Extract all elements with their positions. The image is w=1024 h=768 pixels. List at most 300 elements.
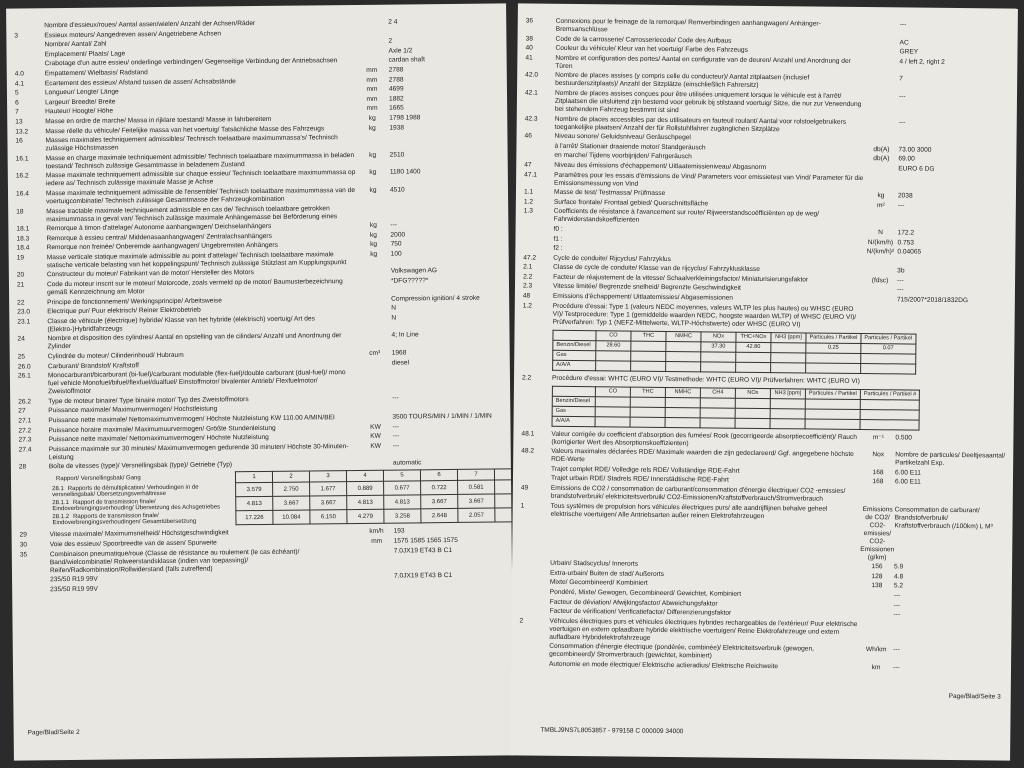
table-header-cell: Particules / Partikel xyxy=(861,333,916,344)
row-number xyxy=(519,660,549,668)
row-number: 13.2 xyxy=(15,127,29,136)
row-label: Facteur de vérification/ Verificatiefactor/ Differenzierungsfaktor xyxy=(549,607,732,617)
row-label: Masse maximale techniquement admissible de l'ensemble/ Technisch toelaatbare maximummassa van de voertuigcombinatie/ Technisch zulässige Gesamtmasse der Fahrzeugkombination xyxy=(45,186,356,206)
row-unit xyxy=(357,268,391,276)
row-label: Emissions d'échappement/ Uitlaatemissies/ Abgasemissionen xyxy=(552,292,734,302)
row-number: 21 xyxy=(16,281,25,289)
row-value xyxy=(898,175,1008,192)
row-number: 7 xyxy=(15,108,19,116)
row-unit: kg xyxy=(369,231,377,239)
emissions-table-type1 xyxy=(552,329,916,374)
row-value: 2000 xyxy=(390,231,406,239)
row-value: 100 xyxy=(390,250,402,258)
row-unit: kg xyxy=(368,114,376,122)
row-value: automatic xyxy=(392,459,422,467)
right-rows xyxy=(519,17,1010,675)
table-cell xyxy=(665,407,700,417)
row-value: 3500 TOURS/MIN / 1/MIN / 1/MIN xyxy=(392,412,492,421)
row-unit xyxy=(861,488,895,504)
row-label: Véhicules électriques purs et véhicules électriques hybrides rechargeables de l'extérieur/ Puur elektrische voertuigen en extern oplaadbare hybride elektrische voertuigen/ Reine Elektrofahrzeuge und extern aufladbare Hybridelektrofahrzeuge xyxy=(549,617,858,642)
row-number: 49 xyxy=(520,484,529,492)
row-number: 1.2 xyxy=(523,198,534,206)
row-value xyxy=(893,621,1003,646)
table-cell: 28.60 xyxy=(596,340,631,350)
row-label: Remorque à timon d'attelage/ Autonome aanhangwagen/ Deichselanhängers xyxy=(46,222,272,233)
row-unit xyxy=(356,204,390,220)
row-number: 27.4 xyxy=(18,446,32,454)
row-number: 1.2 xyxy=(522,302,532,310)
row-unit xyxy=(865,75,899,91)
row-unit xyxy=(863,287,897,295)
row-label: Procédure d'essai: Type 1 (valeurs NEDC moyennes, valeurs WLTP les plus hautes) ou WHSC (EURO VI)/ Testprocedure: Type 1 (gemiddelde waarden NEDC, hoogste waarden WLTP) of WHSC (EURO VI)/ Prüfverfahren: Typ 1 (NEFZ-Mittelwerte, WLTP-Höchstwerte) oder WHSC (EURO VI) xyxy=(552,302,857,329)
row-value: 2 xyxy=(388,37,393,45)
row-label: Classe de cycle de conduite/ Klasse van de rijcyclus/ Fahrzyklusklasse xyxy=(553,264,760,274)
row-unit xyxy=(357,295,391,303)
row-unit xyxy=(863,267,897,275)
row-unit xyxy=(864,211,898,227)
row-value: 7.0JX19 ET43 B C1 xyxy=(394,572,453,580)
row-value: --- xyxy=(392,432,400,440)
row-number: 48.1 xyxy=(521,430,535,438)
table-cell: 42.80 xyxy=(736,342,771,352)
row-label: Voie des essieux/ Spoorbreedte van de assen/ Spurweite xyxy=(49,539,217,549)
row-value: --- xyxy=(898,118,906,127)
row-value: 2 4 xyxy=(388,18,398,26)
row-value xyxy=(392,368,502,393)
row-unit: N xyxy=(878,229,883,237)
row-unit: mm xyxy=(366,76,378,84)
row-label: Facteur de réajustement de la vitesse/ Schaalverkleiningsfactor/ Miniaturisierungsfaktor xyxy=(553,273,809,284)
row-unit xyxy=(865,48,899,56)
row-number: 27.2 xyxy=(18,426,32,435)
table-header-cell: Particules / Partikel # xyxy=(860,389,920,400)
row-value xyxy=(898,212,1008,229)
table-header-cell xyxy=(553,330,596,340)
row-label: Coefficients de résistance à l'avancement sur route/ Rijweerstandscoëfficiënten op de weg/ Fahrwiderstandskoeffizienten xyxy=(553,208,820,224)
row-value: 5.9 xyxy=(894,563,904,571)
table-cell xyxy=(701,351,736,361)
form-row xyxy=(523,302,1007,331)
table-cell xyxy=(596,350,631,360)
row-value: 7.0JX19 ET43 B C1 xyxy=(393,546,453,555)
form-row xyxy=(20,546,504,575)
form-row xyxy=(519,617,1003,646)
row-label: Puissance nette maximale/ Nettomaximumvermogen/ Höchste Nutzleistung xyxy=(48,434,269,444)
row-value: 6.00 E11 xyxy=(894,478,921,487)
row-unit xyxy=(357,278,391,294)
row-label: Couleur du véhicule/ Kleur van het voertuig/ Farbe des Fahrzeugs xyxy=(555,44,748,55)
row-unit xyxy=(860,611,894,619)
row-value: Compression ignition/ 4 stroke xyxy=(391,294,480,303)
row-label: Nombre d'essieux/roues/ Aantal assen/wielen/ Anzahl der Achsen/Räder xyxy=(44,20,256,30)
row-label: Niveau des émissions d'échappement/ Uitlaatemissieniveau/ Abgasnorm xyxy=(554,161,767,171)
table-cell: 2 xyxy=(272,471,309,482)
row-number: 28.1.2 xyxy=(52,513,70,521)
table-cell xyxy=(735,408,770,418)
row-label: Cycle de conduite/ Rijcyclus/ Fahrzyklus xyxy=(553,254,671,263)
row-label: Monocarburant/bicarburant (bi-fuel)/carburant modulable (flex-fuel)/double carburant (dual-fuel)/ mono fuel vehicle Monofuel/bifuel/flexfuel/dualfuel/ Einstoffmotor/ bivalenter Antrieb/ Flexfuelmotor/ Zweistoffmotor xyxy=(47,369,346,396)
table-cell: 0.722 xyxy=(421,481,458,495)
table-cell: Gas xyxy=(553,350,596,360)
row-number: 42.0 xyxy=(525,71,539,79)
row-unit xyxy=(360,573,394,581)
row-label: Largeur/ Breedte/ Breite xyxy=(45,98,116,106)
table-cell: 0.889 xyxy=(347,482,384,496)
table-cell xyxy=(806,363,861,374)
row-unit xyxy=(864,165,898,173)
row-label: Combinaison pneumatique/roue (Classe de résistance au roulement (le cas échéant)/ Band/wielcombinatie/ Rolweerstandsklasse (indien van toepassing)/ Reifen/Radkombination/Rollwiderstand (falls zutreffend) xyxy=(49,548,300,574)
row-value: 73.00 3000 xyxy=(898,146,932,154)
table-cell: 17.226 xyxy=(236,511,273,525)
row-value: 0.04065 xyxy=(897,248,922,256)
row-value xyxy=(390,203,500,220)
gear-ratio-table xyxy=(49,468,514,527)
row-value: --- xyxy=(897,202,905,210)
row-unit xyxy=(865,93,899,117)
row-unit xyxy=(355,57,389,65)
row-number xyxy=(524,225,554,233)
table-cell: 3 xyxy=(309,471,346,482)
row-label: Vitesse limitée/ Begrenzde snelheid/ Begrenzte Geschwindigkeit xyxy=(552,283,741,293)
row-number xyxy=(523,235,553,243)
row-unit: kg xyxy=(370,241,378,249)
row-value: 1575 1585 1565 1575 xyxy=(393,536,458,545)
row-number xyxy=(519,643,549,659)
row-label: Emissions de CO2 / consommation de carburant/consommation d'énergie électrique/ CO2 -emissies/ brandstofverbruik/ elektriciteitsverbruik/ CO2-Emissionen/Kraftstoffverbrauch/Stromverbrauch xyxy=(550,484,846,503)
table-cell: 37.30 xyxy=(701,341,736,351)
row-number xyxy=(520,569,550,577)
row-value: 1882 xyxy=(389,95,404,103)
row-value: diesel xyxy=(391,359,410,367)
table-header-cell: THC+NOx xyxy=(736,332,771,342)
table-cell: 2.057 xyxy=(458,508,495,522)
row-unit: m⁻¹ xyxy=(872,433,885,441)
table-cell: 4.813 xyxy=(384,495,421,509)
left-rows xyxy=(14,17,504,595)
table-cell xyxy=(631,341,666,351)
table-cell: A/A/A xyxy=(553,360,596,370)
row-label: Hauteur/ Hoogte/ Höhe xyxy=(45,107,114,116)
row-unit: kg xyxy=(369,221,377,229)
row-unit: kg xyxy=(877,192,885,200)
row-number: 46 xyxy=(524,132,532,140)
table-cell xyxy=(735,398,770,408)
row-label: Urbain/ Stadscyclus/ Innerorts xyxy=(550,559,639,568)
row-value: EURO 6 DG xyxy=(898,165,935,173)
row-unit xyxy=(860,602,894,610)
row-value: N xyxy=(391,304,397,312)
row-value: 69.00 xyxy=(898,155,915,163)
row-number: 16 xyxy=(15,137,23,145)
row-number: 4.1 xyxy=(14,80,25,88)
row-number: 28.1.1 xyxy=(52,499,69,507)
row-unit: Emissions de CO2/ CO2-emissies/ CO2-Emissionen (g/km) xyxy=(860,505,895,561)
row-unit xyxy=(358,414,392,422)
row-value: 1968 xyxy=(391,349,407,357)
row-value xyxy=(897,306,1007,331)
row-label: Nombre de places assises conçues pour être utilisées uniquement lorsque le véhicule est à l'arrêt/ Zitplaatsen die uitsluitend zijn bestemd voor gebruik bij stilstaand voertuig/ Sitze, die nur zur Verwendung bei stehendem Fahrzeug bestimmt ist sind xyxy=(554,89,862,115)
row-value: 750 xyxy=(390,240,402,248)
row-number: 26.1 xyxy=(17,372,31,380)
table-cell xyxy=(736,362,771,372)
row-unit xyxy=(864,175,898,191)
row-value: 172.2 xyxy=(897,229,915,237)
row-number: 18 xyxy=(16,207,24,216)
row-value: Nombre de particules/ Deeltjesaantal/ Partikelzahl Exp. xyxy=(895,451,1006,468)
row-number: 29 xyxy=(19,531,27,539)
row-number: 40 xyxy=(525,44,533,52)
row-value: 1798 1988 xyxy=(389,114,421,122)
table-cell xyxy=(700,397,735,407)
row-value: --- xyxy=(893,592,901,600)
table-cell xyxy=(595,406,630,416)
row-number xyxy=(523,245,553,253)
row-number: 26.0 xyxy=(17,363,31,371)
row-label: Trajet urbain RDE/ Stadrels RDE/ Innerstädtische RDE-Fahrt xyxy=(550,475,729,485)
row-label: f0 : xyxy=(553,225,563,233)
table-cell xyxy=(596,360,631,370)
document-page-left xyxy=(6,3,514,760)
row-label: Pondéré, Mixte/ Gewogen, Gecombineerd/ Gewichtet, Kombiniert xyxy=(549,588,742,598)
row-number: 26.2 xyxy=(18,398,32,406)
row-value: Consommation de carburant/ Brandstofverbruik/ Kraftstoffverbrauch (/100km) L M³ xyxy=(894,506,993,531)
row-label: f1 : xyxy=(553,235,563,243)
row-number: 2.3 xyxy=(522,282,533,291)
row-label: f2 : xyxy=(553,244,563,252)
row-number xyxy=(15,61,45,69)
row-value: cardan shaft xyxy=(388,56,425,65)
row-label: Niveau sonore/ Geluidsniveau/ Geräuschpegel xyxy=(554,132,691,142)
table-cell xyxy=(666,341,701,351)
row-number: 2 xyxy=(519,617,524,625)
table-header-cell: NMHC xyxy=(665,387,700,397)
row-label: Connexions pour le freinage de la remorque/ Remverbindingen aanhangwagen/ Anhänger-Bremsanschlüsse xyxy=(555,17,821,34)
row-unit: mm xyxy=(366,95,378,103)
table-header-cell: NMHC xyxy=(666,331,701,341)
row-label: Masse de test/ Testmassa/ Prüfmasse xyxy=(553,188,666,198)
row-unit xyxy=(357,314,391,330)
row-number: 2.2 xyxy=(523,273,533,281)
row-label: Rapport/ Versnellingsbak/ Gang xyxy=(55,475,141,483)
row-number: 18.1 xyxy=(16,225,30,233)
row-label: Remorque non freinée/ Onberemde aanhangwagen/ Ungebremsten Anhängers xyxy=(46,242,278,252)
row-label: Puissance horaire maximale/ Maximumuurvermogen/ Größte Stundenleistung xyxy=(48,424,276,434)
row-unit: mm xyxy=(366,66,378,74)
form-row xyxy=(18,368,502,397)
row-number: 1.1 xyxy=(523,188,534,196)
row-unit: kg xyxy=(369,151,377,159)
table-cell: 0.07 xyxy=(861,343,916,354)
row-number: 16.1 xyxy=(15,155,29,163)
row-label: Masse tractable maximale techniquement admissible en cas de/ Technisch toelaatbare getrokken maximummassa in geval van/ Technisch zulässige maximale Anhängemasse bei Beförderung eines xyxy=(46,204,338,223)
row-unit: db(A) xyxy=(873,145,890,154)
table-header-cell: NH3 [ppm] xyxy=(770,388,805,398)
table-cell: 3.667 xyxy=(273,496,310,510)
table-cell xyxy=(495,494,514,508)
row-unit: mm xyxy=(366,85,378,94)
row-value: 1938 xyxy=(389,124,405,132)
row-label: Extra-urbain/ Buiten de stad/ Außerorts xyxy=(549,569,665,578)
row-unit: kg xyxy=(369,169,377,177)
table-header-cell: NH3 [ppm] xyxy=(771,332,806,342)
table-cell xyxy=(805,409,860,420)
row-number: 16.2 xyxy=(15,172,29,180)
page-footer-right: Page/Blad/Seite 3 xyxy=(948,692,1001,701)
row-label: Procédure d'essai: WHTC (EURO VI)/ Testmethode: WHTC (EURO VI)/ Prüfverfahren: WHTC (EURO VI) xyxy=(551,374,860,385)
row-label: Tous systèmes de propulsion hors véhicules électriques purs/ alle aandrijflijnen behalve geheel elektrische voertuigen/ Alle Antriebsarten außer reinen Elektrofahrzeugen xyxy=(550,502,828,520)
row-unit: km/h xyxy=(369,528,384,536)
row-unit xyxy=(859,621,893,645)
row-value: *DFG?????* xyxy=(390,277,429,285)
row-unit xyxy=(864,136,898,144)
row-label: Emplacement/ Plaats/ Lage xyxy=(44,50,126,59)
row-number xyxy=(520,608,550,616)
row-value: 6.00 E11 xyxy=(895,469,922,477)
row-label: Valeurs maximales déclarées RDE/ Maximale waarden die zijn gedeclareerd/ Ggf. angegebene höchste RDE-Werte xyxy=(551,448,854,464)
row-unit: db(A) xyxy=(873,155,890,163)
row-value: Axle 1/2 xyxy=(388,47,413,55)
row-unit xyxy=(359,460,393,468)
table-cell: 0.677 xyxy=(384,481,421,495)
row-number: 4.0 xyxy=(14,70,24,78)
table-cell xyxy=(495,480,514,494)
row-value: 4699 xyxy=(388,85,404,93)
row-label: Electrique pur/ Puur elektrisch/ Reiner Elektrobetrieb xyxy=(47,306,201,316)
row-number xyxy=(520,588,550,596)
table-cell: 4 xyxy=(346,471,383,482)
row-number xyxy=(524,142,554,150)
row-unit: kg xyxy=(370,250,378,258)
row-label: Ecartement des essieux/ Afstand tussen de assen/ Achsabstände xyxy=(44,77,236,87)
table-header-cell: NOx xyxy=(735,388,770,398)
row-unit: 138 xyxy=(871,582,883,590)
row-value: --- xyxy=(893,646,900,654)
row-number: 20 xyxy=(16,271,25,280)
row-number: 47.2 xyxy=(523,254,537,262)
row-value: --- xyxy=(392,394,399,402)
row-value xyxy=(388,27,498,36)
table-cell: Benzin/Diesel xyxy=(552,396,595,406)
row-label: Classe de véhicule (électrique) hybride/ Klasse van het hybride (elektrisch) voertuig/ Art des (Elektro-)Hybridfahrzeugs xyxy=(47,315,315,334)
row-label: Nombre et disposition des cylindres/ Aantal en opstelling van de cilinders/ Anzahl und Anordnung der Zylinder xyxy=(47,332,342,351)
row-label: Nombre de places accessibles par des utilisateurs en fauteuil roulant/ Aantal voor rolstoelgebruikers toegankelijke plaatsen/ Anzahl der für Rollstuhlfahrer zugänglichen Sitzplätze xyxy=(554,115,847,133)
row-number: 41 xyxy=(525,54,533,62)
row-number: 1 xyxy=(520,502,525,510)
table-cell: 10.084 xyxy=(273,510,310,524)
row-unit: kg xyxy=(369,186,377,194)
row-label: Constructeur du moteur/ Fabrikant van de motor/ Hersteller des Motors xyxy=(46,269,254,279)
row-number: 28 xyxy=(18,463,27,471)
row-label: Masses maximales techniquement admissibles/ Technisch toelaatbare maximummassa's/ Technisch zulässige Höchstmassen xyxy=(45,134,338,153)
row-label: Masse maximale techniquement admissible sur chaque essieu/ Technisch toelaatbare maximummassa op iedere as/ Technisch zulässige maximale Masse je Achse xyxy=(45,169,356,188)
row-label: 235/50 R19 99V xyxy=(50,585,98,593)
row-value: --- xyxy=(392,423,400,431)
form-row xyxy=(520,502,1005,563)
row-label: Autonomie en mode électrique/ Elektrische actieradius/ Elektrische Reichweite xyxy=(548,660,779,671)
row-value: 0.500 xyxy=(895,434,912,442)
row-unit xyxy=(865,58,899,74)
row-unit xyxy=(863,258,897,266)
table-cell xyxy=(595,416,630,426)
row-unit xyxy=(355,47,389,55)
row-value: --- xyxy=(390,221,397,229)
table-cell xyxy=(665,397,700,407)
row-unit xyxy=(863,296,897,304)
row-number: 25 xyxy=(17,353,26,361)
row-value: 5.2 xyxy=(893,582,904,590)
row-unit xyxy=(354,28,388,36)
row-number xyxy=(521,475,551,483)
row-label: Rapport de transmission finale/ Eindoverbrengingsverhouding/ Übersetzung des Achsgetriebes xyxy=(52,498,221,513)
vin-line: TMBLJ9NS7L8053857 - 979158 C 000009 34000 xyxy=(540,726,684,736)
row-number: 36 xyxy=(525,17,534,25)
row-number: 28.1 xyxy=(52,485,64,493)
table-cell xyxy=(631,361,666,371)
row-value: 7 xyxy=(899,75,903,83)
row-number: 19 xyxy=(16,254,25,262)
table-cell xyxy=(630,397,665,407)
row-unit: Nox xyxy=(872,451,885,459)
table-cell xyxy=(736,352,771,362)
row-number: 47 xyxy=(524,161,532,169)
row-label: à l'arrêt/ Stationair draaiende motor/ Standgeräusch xyxy=(554,142,706,152)
row-label: Mixte/ Gecombineerd/ Kombiniert xyxy=(549,579,648,588)
row-number: 42.1 xyxy=(524,89,538,97)
row-number xyxy=(520,560,550,568)
table-header-cell xyxy=(552,386,595,396)
row-number xyxy=(14,41,44,49)
row-value: --- xyxy=(893,601,901,610)
table-cell xyxy=(630,417,665,427)
row-label: Consommation d'énergie électrique (pondérée, combinée)/ Elektriciteitsverbruik (gewogen, gecombineerd)/ Stromverbrauch (gewichtet, kombiniert) xyxy=(549,643,815,660)
row-number: 42.3 xyxy=(524,115,538,123)
table-cell: 4.813 xyxy=(236,497,273,511)
row-number: 27.3 xyxy=(18,436,32,444)
table-cell: 6 xyxy=(420,470,457,481)
table-cell: 2.648 xyxy=(421,509,458,523)
row-unit xyxy=(358,404,392,412)
row-number: 2.2 xyxy=(521,374,532,382)
row-label: Nombre/ Aantal/ Zahl xyxy=(44,40,107,49)
row-number xyxy=(520,598,550,606)
table-header-cell: CO xyxy=(596,330,631,340)
table-header-cell: THC xyxy=(631,331,666,341)
row-unit: N/(km/h) xyxy=(867,238,894,246)
row-label: Code du moteur inscrit sur le moteur/ Motorcode, zoals vermeld op de motor/ Baumusterbezeichnung gemäß Kennzeichnung am Motor xyxy=(46,278,343,297)
row-label: Remorque à essieu central/ Middenasaanhangwagen/ Zentralachsanhängers xyxy=(46,232,272,242)
row-label: Vitesse maximale/ Maximumsnelheid/ Höchstgeschwindigkeit xyxy=(49,529,229,539)
table-header-cell: NOx xyxy=(701,331,736,341)
row-unit: (fdsc) xyxy=(871,276,889,285)
row-unit: cm³ xyxy=(369,349,381,357)
table-cell xyxy=(860,399,920,410)
row-number: 24 xyxy=(17,335,25,343)
row-label: Crabotage d'un autre essieu/ onderlinge verbindingen/ Gegenseitige Verbindung der Antriebsachsen xyxy=(44,57,338,68)
row-value: --- xyxy=(897,277,904,285)
row-unit xyxy=(354,38,388,46)
row-label: Masse en charge maximale techniquement admissible/ Technisch toelaatbare maximummassa in beladen toestand/ Technisch zulässige Gesamtmasse in beladenem Zustand xyxy=(45,151,355,170)
table-cell: 3.579 xyxy=(236,483,273,497)
row-number: 48 xyxy=(522,292,531,300)
form-row xyxy=(525,89,1009,118)
row-number: 23.0 xyxy=(17,308,31,316)
row-number xyxy=(521,465,551,473)
table-cell xyxy=(861,353,916,364)
page-footer-left: Page/Blad/Seite 2 xyxy=(27,728,80,737)
row-unit xyxy=(358,359,392,367)
row-number: 35 xyxy=(19,551,28,559)
table-cell xyxy=(630,407,665,417)
